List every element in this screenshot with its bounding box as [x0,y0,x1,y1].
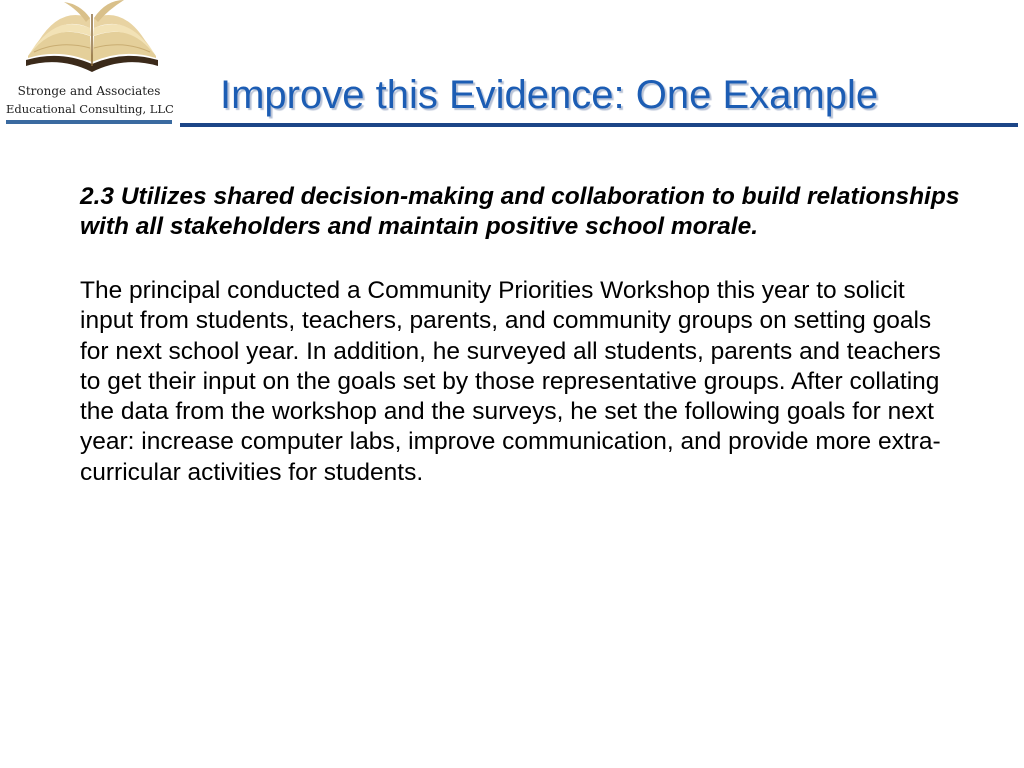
logo-underline [6,120,172,124]
open-book-icon [20,0,164,78]
evidence-paragraph: The principal conducted a Community Priorities Workshop this year to solicit input from students, teachers, parents, and community groups on setting goals for next school year. In addition, he surveyed all students, parents and teachers to get their input on the goals set by those representative groups. After collating the data from the workshop and the surveys, he set the following goals for next year: increase computer labs, improve communication, and provide more extra-curricular activities for students. [80,277,941,486]
standard-statement: 2.3 Utilizes shared decision-making and collaboration to build relationships with all stakeholders and maintain positive school morale. [80,183,960,240]
logo-company-subtitle: Educational Consulting, LLC [6,102,174,116]
slide-body [80,182,960,488]
slide-title: Improve this Evidence: One Example [220,73,879,117]
logo-company-name: Stronge and Associates [17,84,161,98]
title-divider [180,123,1018,127]
company-logo [6,0,172,128]
